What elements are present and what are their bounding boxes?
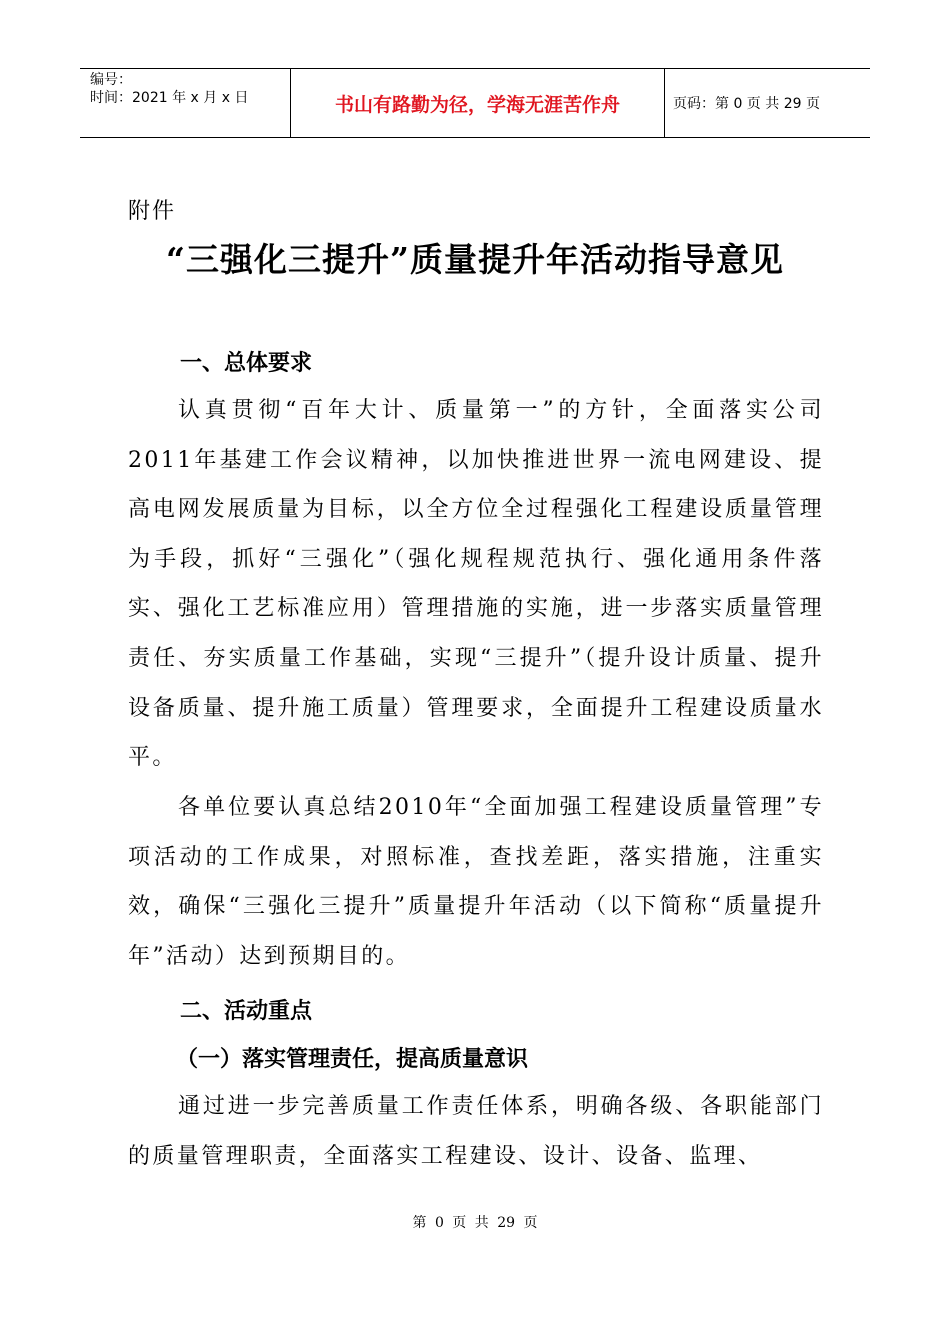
header-page-info: 页码：第 0 页 共 29 页 (673, 96, 820, 112)
paragraph-management-responsibility-1: 通过进一步完善质量工作责任体系，明确各级、各职能部门的质量管理职责，全面落实工程建设、设计、设备、监理、 (128, 1094, 824, 1169)
subsection-heading-management-responsibility: （一）落实管理责任，提高质量意识 (176, 1047, 529, 1072)
section-heading-general-requirements: 一、总体要求 (180, 351, 313, 376)
document-number-label: 编号： (90, 72, 132, 88)
document-title: “三强化三提升”质量提升年活动指导意见 (166, 240, 784, 279)
document-header (80, 68, 870, 138)
page-footer: 第 0 页 共 29 页 (412, 1215, 538, 1231)
attachment-label: 附件 (128, 199, 177, 224)
header-motto: 书山有路勤为径，学海无涯苦作舟 (291, 69, 665, 137)
paragraph-general-requirements-2: 各单位要认真总结2010年“全面加强工程建设质量管理”专项活动的工作成果，对照标准，查找差距，落实措施，注重实效，确保“三强化三提升”质量提升年活动（以下简称“质量提升年”活动）达到预期目的。 (128, 795, 824, 969)
header-meta-cell (80, 69, 291, 137)
document-time-label: 时间：2021 年 x 月 x 日 (90, 90, 249, 106)
paragraph-general-requirements-1: 认真贯彻“百年大计、质量第一”的方针，全面落实公司2011年基建工作会议精神，以加快推进世界一流电网建设、提高电网发展质量为目标，以全方位全过程强化工程建设质量管理为手段，抓好“三强化”（强化规程规范执行、强化通用条件落实、强化工艺标准应用）管理措施的实施，进一步落实质量管理责任、夯实质量工作基础，实现“三提升”（提升设计质量、提升设备质量、提升施工质量）管理要求，全面提升工程建设质量水平。 (128, 398, 824, 771)
section-heading-activity-focus: 二、活动重点 (180, 999, 313, 1024)
